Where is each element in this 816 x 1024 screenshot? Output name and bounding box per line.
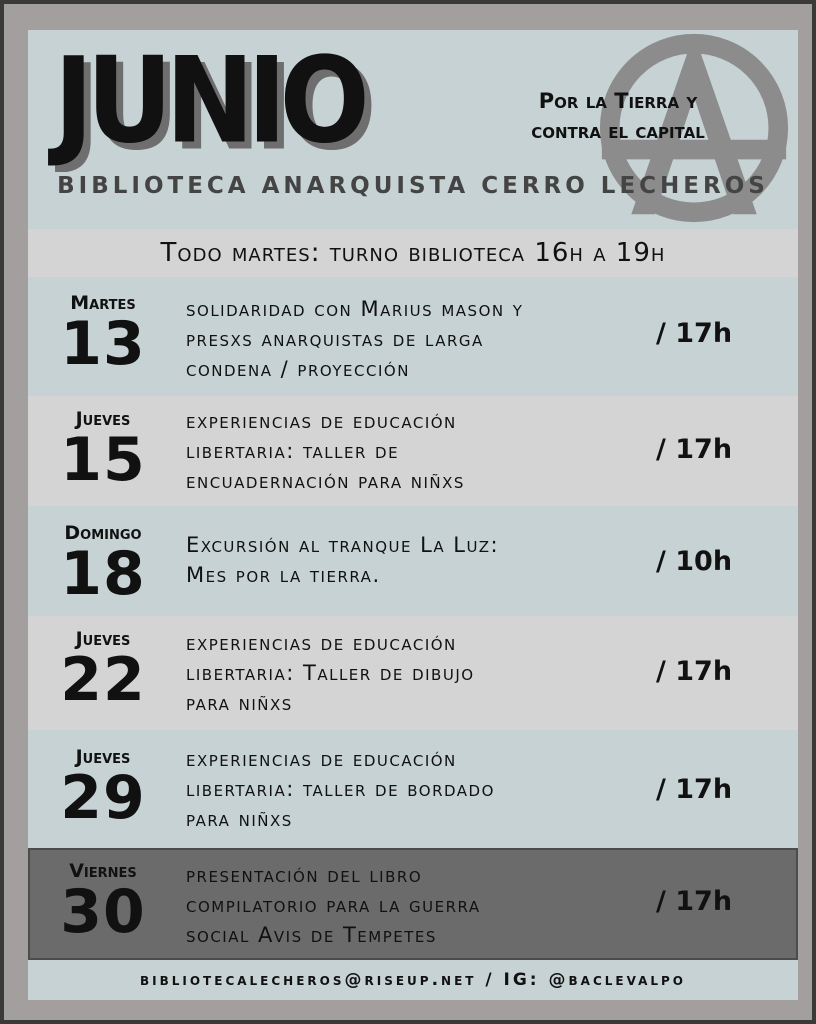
- event-description: [186, 294, 646, 384]
- event-date: 13: [60, 309, 146, 379]
- event-line: libertaria: taller de bordado: [186, 777, 495, 801]
- event-line: condena / proyección: [186, 357, 410, 381]
- event-line: presxs anarquistas de larga: [186, 327, 484, 351]
- event-time: / 17h: [656, 656, 733, 687]
- event-line: presentación del libro: [186, 863, 423, 887]
- event-description: [186, 406, 646, 496]
- event-day: Jueves: [75, 628, 131, 650]
- slogan: [468, 86, 768, 146]
- event-time: / 17h: [656, 318, 733, 349]
- subtitle: BIBLIOTECA ANARQUISTA CERRO LECHEROS: [57, 173, 769, 199]
- event-line: experiencias de educación: [186, 747, 457, 771]
- weekly-banner: Todo martes: turno biblioteca 16h a 19h: [28, 229, 798, 277]
- event-line: libertaria: Taller de dibujo: [186, 661, 475, 685]
- event-date: 29: [60, 763, 146, 833]
- event-line: Excursión al tranque La Luz:: [186, 533, 500, 557]
- event-day: Jueves: [75, 746, 131, 768]
- event-time: / 17h: [656, 774, 733, 805]
- event-time: / 17h: [656, 886, 733, 917]
- event-day: Domingo: [64, 522, 142, 544]
- event-line: para niñxs: [186, 691, 293, 715]
- event-line: social Avis de Tempetes: [186, 923, 437, 947]
- event-description: [186, 530, 646, 590]
- poster: [28, 30, 798, 1000]
- event-line: experiencias de educación: [186, 631, 457, 655]
- event-time: / 10h: [656, 546, 733, 577]
- event-description: [186, 744, 646, 834]
- event-line: experiencias de educación: [186, 409, 457, 433]
- page-title: JUNIO: [54, 31, 363, 170]
- event-line: solidaridad con Marius mason y: [186, 297, 524, 321]
- event-description: [186, 628, 646, 718]
- event-date: 22: [60, 645, 146, 715]
- event-day: Jueves: [75, 408, 131, 430]
- event-line: compilatorio para la guerra: [186, 893, 481, 917]
- event-row-highlighted: [28, 848, 798, 960]
- event-date: 18: [60, 539, 146, 609]
- event-day: Viernes: [69, 860, 137, 882]
- event-line: encuadernación para niñxs: [186, 469, 465, 493]
- event-row: [28, 734, 798, 844]
- event-row: [28, 280, 798, 392]
- contact-footer: bibliotecalecheros@riseup.net / IG: @baclevalpo: [139, 970, 687, 990]
- header: [28, 30, 798, 230]
- event-row: [28, 510, 798, 612]
- slogan-line: contra el capital: [531, 119, 705, 143]
- event-date: 30: [60, 877, 146, 947]
- event-day: Martes: [70, 292, 136, 314]
- event-date: 15: [60, 425, 146, 495]
- event-line: para niñxs: [186, 807, 293, 831]
- slogan-line: Por la Tierra y: [538, 89, 698, 113]
- poster-frame: [4, 4, 812, 1020]
- event-row: [28, 616, 798, 730]
- event-row: [28, 396, 798, 506]
- event-time: / 17h: [656, 434, 733, 465]
- event-line: Mes por la tierra.: [186, 563, 381, 587]
- event-line: libertaria: taller de: [186, 439, 400, 463]
- event-description: [186, 860, 646, 950]
